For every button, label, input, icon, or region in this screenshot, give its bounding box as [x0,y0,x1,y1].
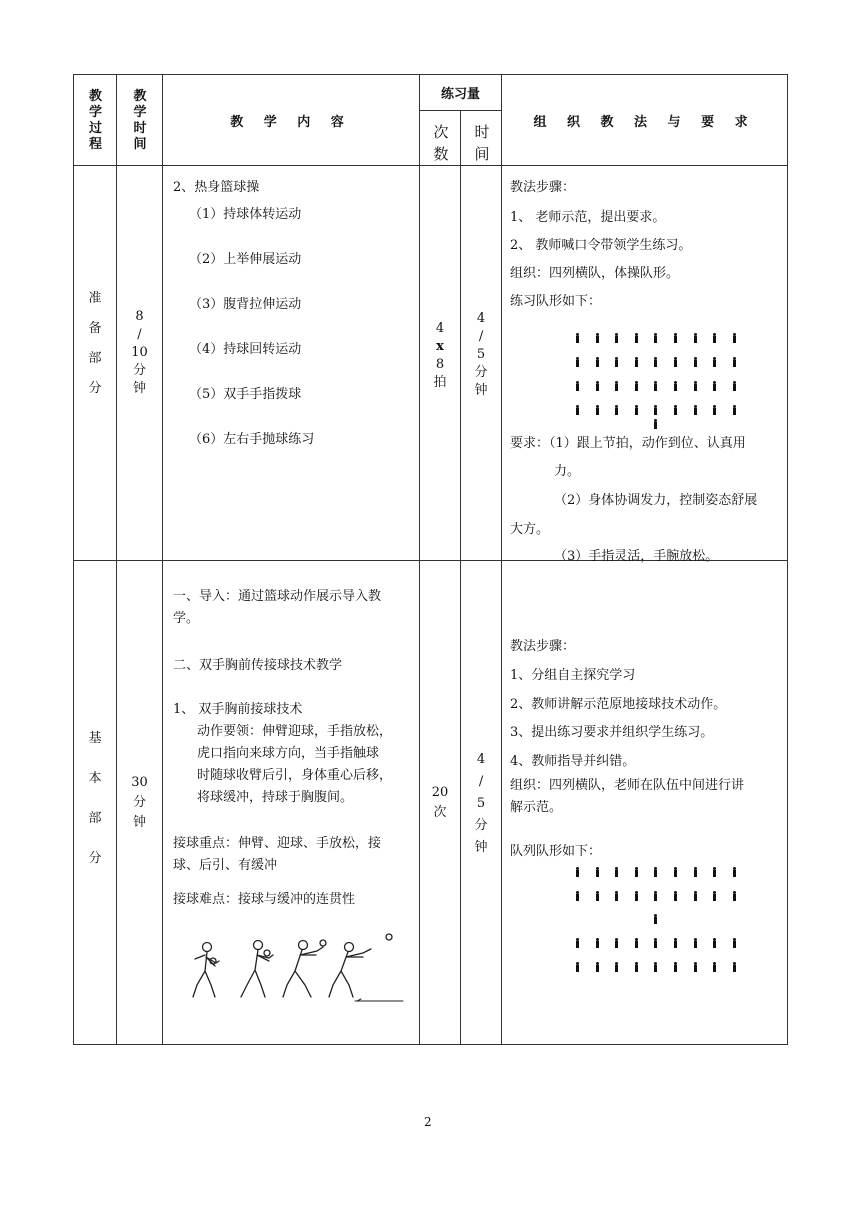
main-time: 30 分 钟 [131,775,148,830]
student-figure [614,333,619,343]
method-line: 解示范。 [510,800,563,815]
student-figure [653,405,658,415]
student-figure [712,357,717,367]
method-line: 教法步骤： [510,180,576,195]
method-line: 2、教师讲解示范原地接球技术动作。 [510,697,727,712]
student-figure [732,867,737,877]
student-figure [634,333,639,343]
student-figure [693,962,698,972]
student-figure [653,381,658,391]
method-line: 2、 教师喊口令带领学生练习。 [510,238,692,253]
content-line: 将球缓冲，持球于胸腹间。 [197,790,354,805]
queue-formation-diagram [502,864,788,974]
main-method-cell [502,561,788,1045]
lesson-plan-table [73,74,788,1045]
method-line: 1、 老师示范，提出要求。 [510,210,666,225]
student-figure [614,405,619,415]
content-line: 学。 [173,611,200,626]
student-figure [712,867,717,877]
req-line: 大方。 [510,522,550,537]
student-figure [614,962,619,972]
practice-formation-diagram [502,316,788,432]
prep-time: 8 / 10 分 钟 [131,309,148,396]
prep-item: （3）腹背拉伸运动 [189,297,302,312]
student-figure [614,381,619,391]
content-line: 一、导入：通过篮球动作展示导入教 [173,589,382,604]
student-figure [673,381,678,391]
student-figure [595,867,600,877]
prep-duration-cell [461,166,502,561]
content-line: 1、 双手胸前接球技术 [173,702,303,717]
prep-method-cell [502,166,788,564]
student-figure [673,938,678,948]
student-figure [653,891,658,901]
student-figure [595,938,600,948]
student-figure [693,867,698,877]
student-figure [595,962,600,972]
catching-sequence-illustration [185,933,405,1007]
student-figure [712,938,717,948]
content-line: 时随球收臂后引，身体重心后移， [197,768,393,783]
student-figure [732,938,737,948]
student-figure [614,357,619,367]
prep-duration: 4 / 5 分 钟 [474,311,488,398]
prep-item: （6）左右手抛球练习 [189,432,315,447]
player-figure-4 [329,943,371,998]
prep-content-cell [163,166,420,561]
method-line: 组织：四列横队，体操队形。 [510,266,680,281]
prep-content-title: 2、热身篮球操 [173,180,260,195]
student-figure [732,381,737,391]
player-figure-1 [193,943,219,998]
student-figure [673,357,678,367]
content-line: 二、双手胸前传接球技术教学 [173,658,343,673]
main-stage-cell [74,561,117,1045]
content-line: 球、后引、有缓冲 [173,858,278,873]
prep-item: （5）双手手指拨球 [189,387,302,402]
student-figure [732,357,737,367]
student-figure [673,867,678,877]
student-figure [575,867,580,877]
student-figure [673,891,678,901]
prep-time-cell [117,166,163,561]
prep-stage-cell [74,166,117,561]
student-figure [595,333,600,343]
student-figure [673,405,678,415]
student-figure [712,405,717,415]
req-line: （2）身体协调发力，控制姿态舒展 [554,493,758,508]
header-duration: 时间 [461,111,502,166]
student-figure [673,962,678,972]
method-line: 教法步骤： [510,639,576,654]
student-figure [575,962,580,972]
student-figure [732,333,737,343]
student-figure [614,867,619,877]
main-count-cell [420,561,461,1045]
student-figure [614,891,619,901]
student-figure [693,381,698,391]
student-figure [634,867,639,877]
req-line: 要求：（1）跟上节拍，动作到位、认真用 [510,436,746,451]
student-figure [575,938,580,948]
header-content: 教 学 内 容 [163,75,420,166]
student-figure [712,381,717,391]
method-line: 队列队形如下： [510,844,602,859]
student-figure [653,357,658,367]
student-figure [732,405,737,415]
student-figure [653,333,658,343]
main-time-cell [117,561,163,1045]
method-line: 3、提出练习要求并组织学生练习。 [510,725,714,740]
prep-item: （4）持球回转运动 [189,342,302,357]
student-figure [634,962,639,972]
main-stage: 基 本 部 分 [88,731,102,866]
student-figure [575,333,580,343]
header-time: 教学时间 [117,75,163,166]
main-duration: 4 / 5 分 钟 [474,752,488,855]
prep-item: （1）持球体转运动 [189,207,302,222]
student-figure [575,381,580,391]
header-count: 次数 [420,111,461,166]
student-figure [595,405,600,415]
content-line: 接球难点：接球与缓冲的连贯性 [173,892,356,907]
student-figure [634,891,639,901]
method-line: 练习队形如下： [510,294,602,309]
content-line: 虎口指向来球方向，当手指触球 [197,746,380,761]
student-figure [653,938,658,948]
page-number: 2 [424,1115,432,1129]
student-figure [653,867,658,877]
header-amount: 练习量 [420,75,502,111]
student-figure [634,405,639,415]
header-stage: 教学过程 [74,75,117,166]
student-figure [712,333,717,343]
student-figure [712,891,717,901]
teacher-figure [653,914,658,924]
content-line: 动作要领：伸臂迎球，手指放松， [197,724,393,739]
prep-count-cell [420,166,461,561]
teacher-figure [653,419,658,429]
prep-stage: 准 备 部 分 [88,291,102,396]
student-figure [634,381,639,391]
student-figure [614,938,619,948]
method-line: 4、教师指导并纠错。 [510,754,636,769]
student-figure [575,405,580,415]
prep-item: （2）上举伸展运动 [189,252,302,267]
content-line: 接球重点：伸臂、迎球、手放松，接 [173,836,382,851]
header-method: 组 织 教 法 与 要 求 [502,75,788,166]
student-figure [732,962,737,972]
ball-icon [320,940,326,946]
method-line: 组织：四列横队，老师在队伍中间进行讲 [510,778,745,793]
player-figure-2 [241,941,273,998]
student-figure [634,938,639,948]
student-figure [693,333,698,343]
req-line: 力。 [554,464,581,479]
student-figure [595,891,600,901]
student-figure [732,891,737,901]
prep-count: 4 x 8 拍 [433,321,447,390]
req-line: （3）手指灵活，手腕放松。 [554,549,719,564]
main-count: 20 次 [431,785,449,820]
student-figure [595,357,600,367]
student-figure [673,333,678,343]
player-figure-3 [283,941,323,998]
student-figure [653,962,658,972]
student-figure [693,891,698,901]
student-figure [634,357,639,367]
main-content-cell [163,561,420,1045]
method-line: 1、分组自主探究学习 [510,668,636,683]
student-figure [575,891,580,901]
student-figure [712,962,717,972]
student-figure [693,405,698,415]
student-figure [693,357,698,367]
student-figure [575,357,580,367]
main-duration-cell [461,561,502,1045]
student-figure [595,381,600,391]
student-figure [693,938,698,948]
